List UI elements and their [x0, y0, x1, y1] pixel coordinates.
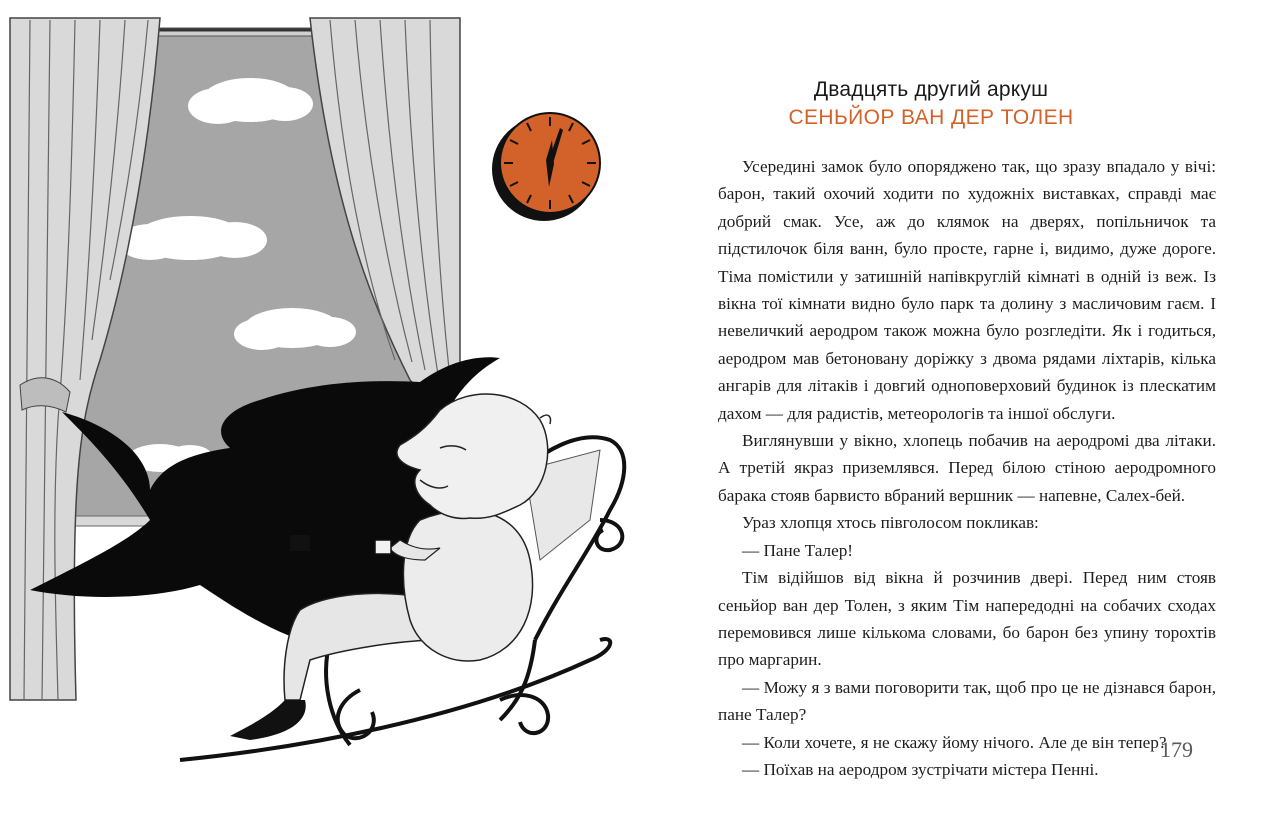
- paragraph: — Пане Талер!: [742, 540, 854, 560]
- body-text: [718, 153, 1216, 783]
- paragraph: — Коли хочете, я не скажу йому нічого. Але де він тепер?: [742, 732, 1167, 752]
- chapter-title: СЕНЬЙОР ВАН ДЕР ТОЛЕН: [788, 106, 1074, 129]
- paragraph: Виглянувши у вікно, хлопець побачив на аеродромі два літаки. А третій якраз приземлявся. Перед білою стіною аеродромного барака стояв барвисто вбраний вершник — напевне, Салех-бей.: [718, 431, 1216, 505]
- wall-clock: [492, 113, 600, 221]
- paragraph: Ураз хлопця хтось півголосом покликав:: [742, 513, 1039, 533]
- paragraph: — Поїхав на аеродром зустрічати містера Пенні.: [742, 759, 1099, 779]
- paragraph: Усередині замок було опоряджено так, що зразу впадало у вічі: барон, такий охочий ходити по художніх виставках, справді має добрий смак. Усе, аж до клямок на дверях, попільничок та підстилочок біля ванн, було просте, гарне і, видимо, дуже дороге. Тіма помістили у затишній напівкруглій кімнаті в одній із веж. Із вікна тої кімнати видно було парк та долину з масличовим гаєм. І невеличкий аеродром також можна було розгледіти. Як і годиться, аеродром мав бетоновану доріжку з двома рядами ліхтарів, кілька ангарів для літаків і довгий одноповерховий будинок із плескатим дахом — для радистів, метеорологів та іншої обслуги.: [718, 157, 1216, 423]
- paragraph: — Можу я з вами поговорити так, щоб про це не дізнався барон, пане Талер?: [718, 677, 1216, 725]
- chapter-heading: [760, 76, 1102, 132]
- page-number: 179: [1160, 737, 1193, 762]
- chapter-label: Двадцять другий аркуш: [813, 78, 1049, 101]
- paragraph: Тім відійшов від вікна й розчинив двері. Перед ним стояв сеньйор ван дер Толен, з яким Тім напередодні на собачих сходах перемовився лише кількома словами, бо барон без упину торохтів про маргарин.: [718, 568, 1216, 670]
